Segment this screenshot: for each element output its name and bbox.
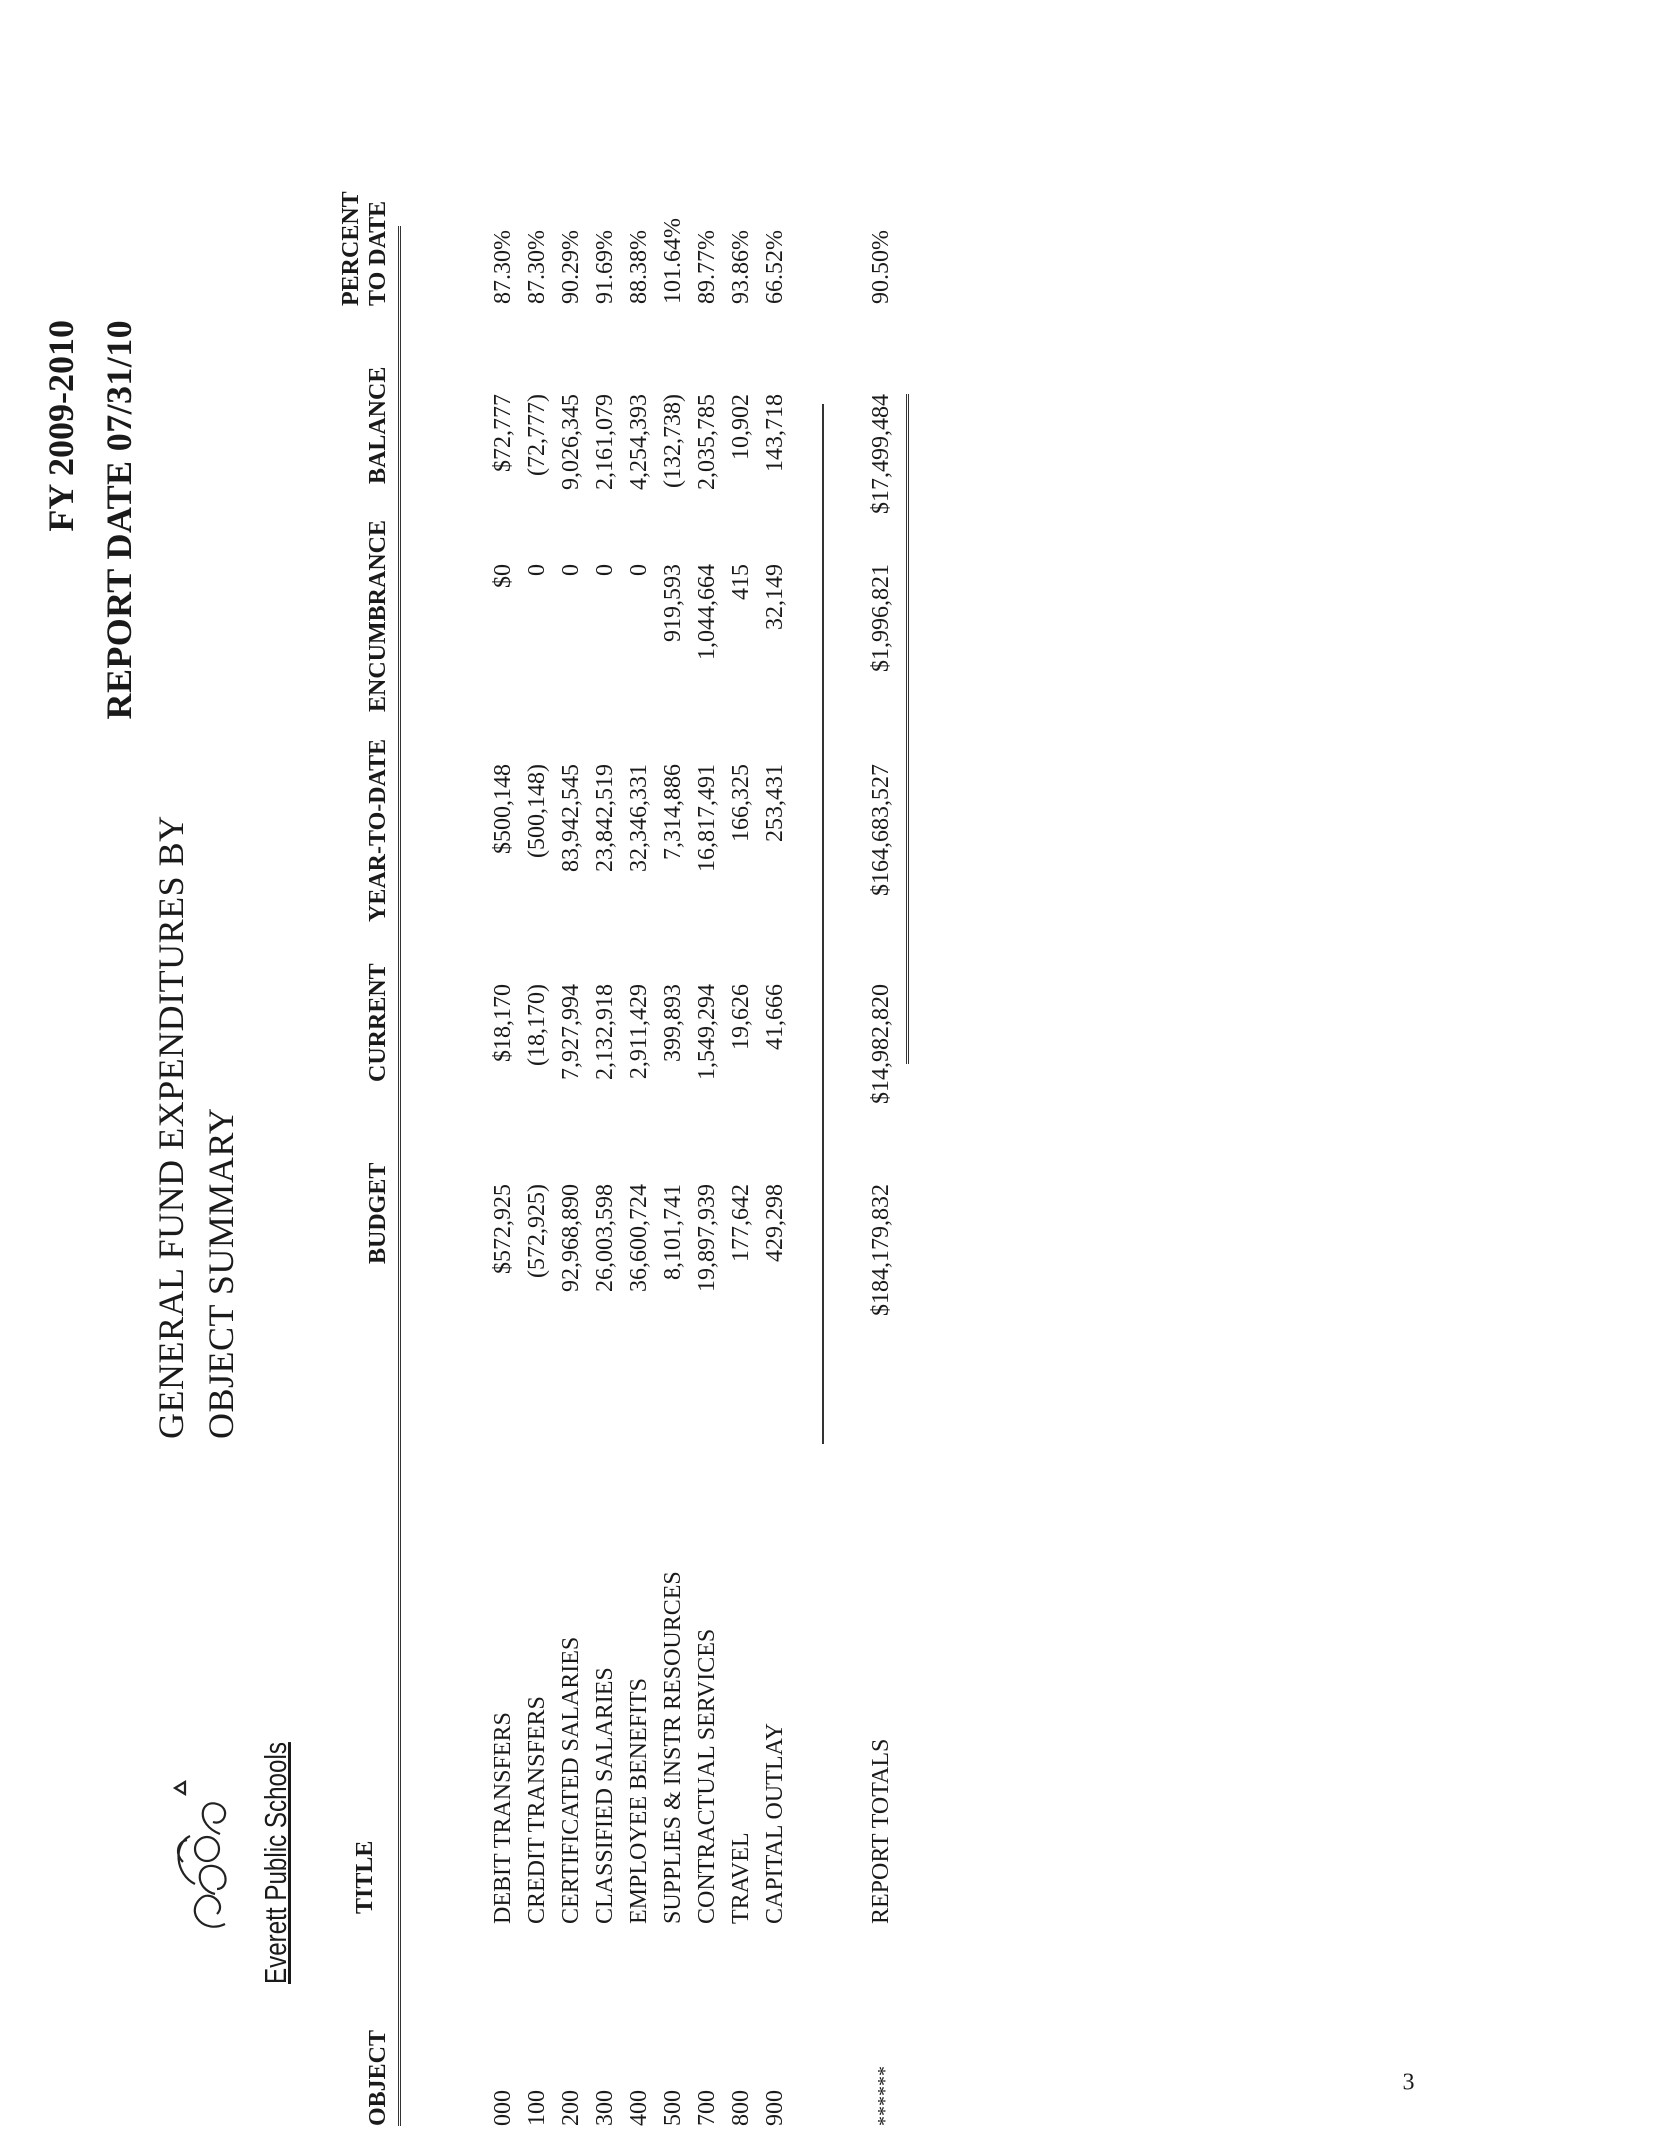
row-ytd: 253,431 [762, 764, 788, 842]
totals-percent: 90.50% [868, 230, 894, 304]
row-encumbrance: $0 [490, 564, 516, 588]
row-percent: 88.38% [626, 230, 652, 304]
row-ytd: 166,325 [728, 764, 754, 842]
row-percent: 66.52% [762, 230, 788, 304]
row-budget: 8,101,741 [660, 1184, 686, 1280]
table-row [660, 0, 694, 2144]
totals-budget: $184,179,832 [868, 1184, 894, 1316]
row-object: 500 [660, 2090, 686, 2126]
row-balance: $72,777 [490, 394, 516, 472]
row-object: 200 [558, 2090, 584, 2126]
table-row [626, 0, 660, 2144]
row-title: CONTRACTUAL SERVICES [694, 1628, 720, 1924]
column-header-encumbrance: ENCUMBRANCE [365, 520, 391, 712]
row-title: EMPLOYEE BENEFITS [626, 1678, 652, 1924]
column-header-current: CURRENT [365, 963, 391, 1082]
row-ytd: 23,842,519 [592, 764, 618, 872]
column-header-object: OBJECT [365, 2029, 391, 2126]
page-number: 3 [1402, 2069, 1415, 2096]
totals-encumbrance: $1,996,821 [868, 564, 894, 672]
totals-label: REPORT TOTALS [868, 1738, 894, 1924]
row-encumbrance: 1,044,664 [694, 564, 720, 660]
row-balance: 2,161,079 [592, 394, 618, 490]
row-budget: 177,642 [728, 1184, 754, 1262]
row-budget: 429,298 [762, 1184, 788, 1262]
table-row [728, 0, 762, 2144]
row-balance: 10,902 [728, 394, 754, 460]
row-percent: 87.30% [524, 230, 550, 304]
row-ytd: 7,314,886 [660, 764, 686, 860]
row-object: 900 [762, 2090, 788, 2126]
row-ytd: $500,148 [490, 764, 516, 854]
column-header-percent-line2: TO DATE [365, 200, 391, 306]
row-encumbrance: 32,149 [762, 564, 788, 630]
row-title: TRAVEL [728, 1832, 754, 1924]
row-object: 300 [592, 2090, 618, 2126]
report-title: GENERAL FUND EXPENDITURES BY [151, 815, 191, 1439]
header-rule [398, 226, 401, 2126]
table-row [694, 0, 728, 2144]
table-row [524, 0, 558, 2144]
row-encumbrance: 0 [558, 564, 584, 576]
row-current: 1,549,294 [694, 984, 720, 1080]
row-ytd: 32,346,331 [626, 764, 652, 872]
report-subtitle: OBJECT SUMMARY [201, 1107, 241, 1439]
column-header-title: TITLE [352, 1840, 378, 1914]
row-current: 19,626 [728, 984, 754, 1050]
row-current: 2,132,918 [592, 984, 618, 1080]
row-ytd: 83,942,545 [558, 764, 584, 872]
row-current: 399,893 [660, 984, 686, 1062]
totals-row [868, 0, 902, 2144]
row-budget: $572,925 [490, 1184, 516, 1274]
row-balance: 4,254,393 [626, 394, 652, 490]
row-percent: 101.64% [660, 218, 686, 304]
row-percent: 89.77% [694, 230, 720, 304]
row-encumbrance: 0 [524, 564, 550, 576]
row-object: 400 [626, 2090, 652, 2126]
totals-marker: ****** [874, 2066, 896, 2126]
row-percent: 91.69% [592, 230, 618, 304]
row-title: CAPITAL OUTLAY [762, 1723, 788, 1924]
column-header-budget: BUDGET [365, 1162, 391, 1264]
row-encumbrance: 415 [728, 564, 754, 600]
row-budget: 26,003,598 [592, 1184, 618, 1292]
district-logo-icon [155, 1764, 250, 1944]
row-balance: 143,718 [762, 394, 788, 472]
totals-current: $14,982,820 [868, 984, 894, 1104]
row-title: DEBIT TRANSFERS [490, 1712, 516, 1924]
district-name: Everett Public Schools [258, 1742, 293, 1984]
column-header-percent-line1: PERCENT [338, 191, 364, 306]
row-object: 100 [524, 2090, 550, 2126]
row-percent: 90.29% [558, 230, 584, 304]
report-date: REPORT DATE 07/31/10 [99, 320, 139, 720]
row-current: (18,170) [524, 984, 550, 1066]
row-object: 700 [694, 2090, 720, 2126]
row-budget: 36,600,724 [626, 1184, 652, 1292]
row-current: 41,666 [762, 984, 788, 1050]
row-title: CLASSIFIED SALARIES [592, 1667, 618, 1924]
column-header-balance: BALANCE [365, 366, 391, 484]
table-row [762, 0, 796, 2144]
row-balance: (132,738) [660, 394, 686, 488]
row-budget: 19,897,939 [694, 1184, 720, 1292]
table-row [592, 0, 626, 2144]
table-row [490, 0, 524, 2144]
row-current: 7,927,994 [558, 984, 584, 1080]
row-title: CREDIT TRANSFERS [524, 1696, 550, 1924]
column-header-ytd: YEAR-TO-DATE [365, 738, 391, 922]
row-budget: (572,925) [524, 1184, 550, 1278]
fiscal-year: FY 2009-2010 [41, 320, 81, 532]
totals-double-rule [906, 394, 909, 1064]
totals-balance: $17,499,484 [868, 394, 894, 514]
table-row [558, 0, 592, 2144]
subtotal-rule [822, 404, 824, 1444]
row-title: CERTIFICATED SALARIES [558, 1636, 584, 1924]
totals-ytd: $164,683,527 [868, 764, 894, 896]
row-encumbrance: 0 [626, 564, 652, 576]
row-balance: (72,777) [524, 394, 550, 476]
row-title: SUPPLIES & INSTR RESOURCES [660, 1571, 686, 1924]
row-budget: 92,968,890 [558, 1184, 584, 1292]
row-object: 800 [728, 2090, 754, 2126]
row-encumbrance: 0 [592, 564, 618, 576]
row-ytd: 16,817,491 [694, 764, 720, 872]
row-percent: 93.86% [728, 230, 754, 304]
row-ytd: (500,148) [524, 764, 550, 858]
row-encumbrance: 919,593 [660, 564, 686, 642]
row-balance: 2,035,785 [694, 394, 720, 490]
row-balance: 9,026,345 [558, 394, 584, 490]
row-current: $18,170 [490, 984, 516, 1062]
row-current: 2,911,429 [626, 984, 652, 1080]
row-percent: 87.30% [490, 230, 516, 304]
row-object: 000 [490, 2090, 516, 2126]
